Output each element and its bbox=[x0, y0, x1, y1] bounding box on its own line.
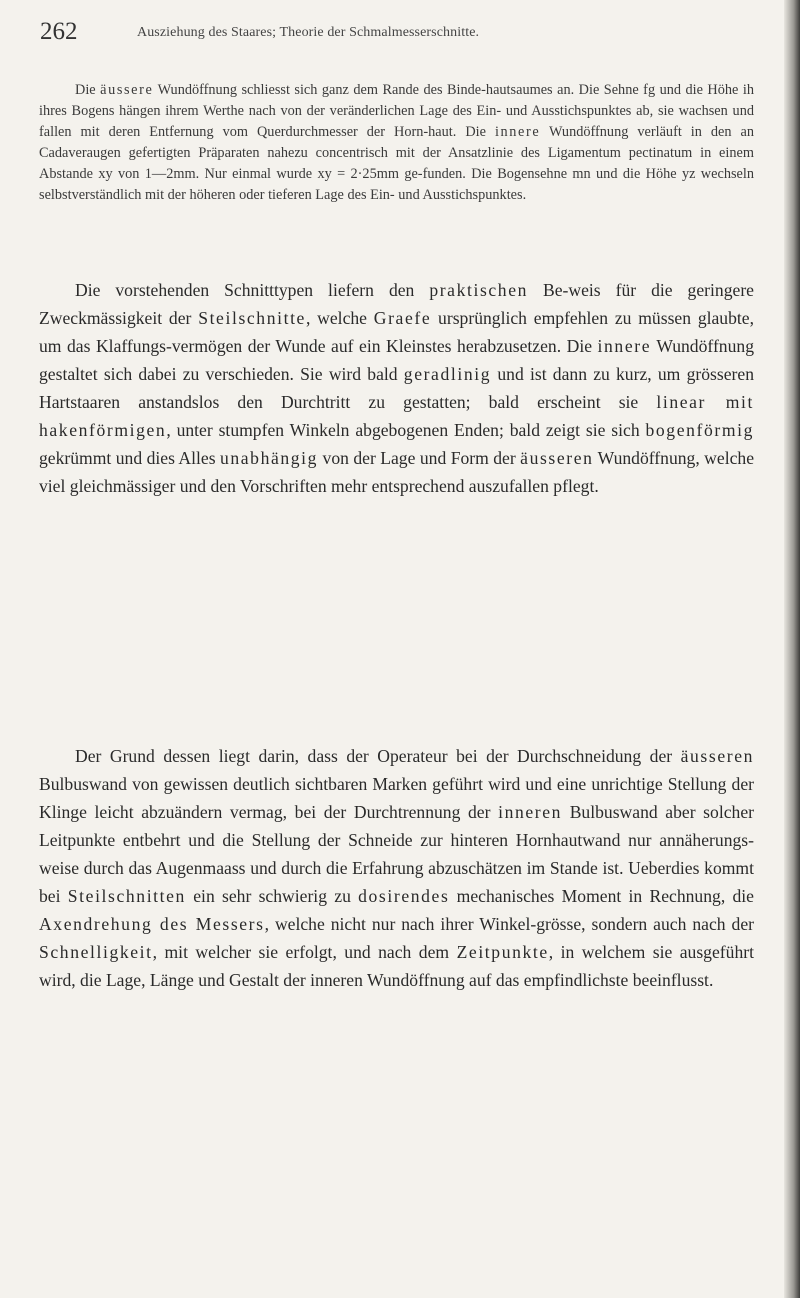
text-run: , unter stumpfen Winkeln abgebogenen Enden; bald zeigt sie sich bbox=[166, 420, 646, 440]
page-header bbox=[40, 18, 760, 52]
book-spine-edge bbox=[784, 0, 800, 1298]
paragraph-text bbox=[39, 742, 754, 994]
paragraph-text bbox=[39, 276, 754, 500]
text-run: Die vorstehenden Schnitttypen liefern den bbox=[75, 280, 430, 300]
text-run: Be-weis für die geringere Zweckmässigkeit der bbox=[39, 280, 754, 328]
emphasis: inneren bbox=[498, 802, 563, 822]
emphasis-name: Graefe bbox=[373, 308, 432, 328]
text-run: , mit welcher sie erfolgt, und nach dem bbox=[152, 942, 457, 962]
emphasis: Axendrehung des Messers bbox=[39, 914, 265, 934]
emphasis: äusseren bbox=[520, 448, 594, 468]
emphasis: praktischen bbox=[429, 280, 529, 300]
text-run: mechanisches Moment in Rechnung, die bbox=[449, 886, 754, 906]
paragraph-text bbox=[39, 80, 754, 205]
paragraph-reason bbox=[39, 742, 754, 994]
emphasis-innere: innere bbox=[494, 123, 541, 140]
emphasis: unabhängig bbox=[219, 448, 319, 468]
running-head: Ausziehung des Staares; Theorie der Schmalmesserschnitte. bbox=[137, 25, 480, 40]
text-run: ein sehr schwierig zu bbox=[185, 886, 359, 906]
emphasis: innere bbox=[597, 336, 652, 356]
emphasis: linear mit hakenförmigen bbox=[39, 392, 754, 440]
text-run: Wundöffnung verläuft in den an Cadaveraugen gefertigten Präparaten nahezu concentrisch mit der Ansatzlinie des Ligamentum pectinatum in einem Abstande xy von 1—2mm. Nur einmal wurde xy = 2·25mm ge-funden. Die Bogensehne mn und die Höhe yz wechseln selbstverständlich mit der höheren oder tieferen Lage des Ein- und Ausstichspunktes. bbox=[39, 123, 754, 203]
page-number: 262 bbox=[40, 18, 78, 45]
text-run: Bulbuswand von gewissen deutlich sichtbaren Marken geführt wird und eine unrichtige Stellung der Klinge leicht abzuändern vermag, bei der Durchtrennung der bbox=[39, 774, 754, 822]
text-run: ursprünglich empfehlen zu müssen glaubte, um das Klaffungs-vermögen der Wunde auf ein Kleinstes herabzusetzen. Die bbox=[39, 308, 754, 356]
text-run: Wundöffnung, welche viel gleichmässiger und den Vorschriften mehr entsprechend auszufallen pflegt. bbox=[39, 448, 755, 496]
paragraph-incision-types bbox=[39, 276, 754, 500]
text-run: gekrümmt und dies Alles bbox=[39, 448, 220, 468]
emphasis: Schnelligkeit bbox=[39, 942, 153, 962]
text-run: , welche bbox=[305, 308, 374, 328]
text-run: von der Lage und Form der bbox=[318, 448, 521, 468]
text-run: und ist dann zu kurz, um grösseren Hartstaaren anstandslos den Durchtritt zu gestatten; bald erscheint sie bbox=[39, 364, 754, 412]
emphasis: Steilschnitten bbox=[67, 886, 186, 906]
emphasis-aeussere: äussere bbox=[100, 82, 154, 98]
text-run: , in welchem sie ausgeführt wird, die Lage, Länge und Gestalt der inneren Wundöffnung auf das empfindlichste beeinflusst. bbox=[39, 942, 754, 990]
text-run: Bulbuswand aber solcher Leitpunkte entbehrt und die Stellung der Schneide zur hinteren Hornhautwand nur annäherungs-weise durch das Augenmaass und durch die Erfahrung abzuschätzen im Stande ist. Ueberdies kommt bei bbox=[39, 802, 754, 906]
text-run: Wundöffnung gestaltet sich dabei zu verschieden. Sie wird bald bbox=[39, 336, 754, 384]
text-run: , welche nicht nur nach ihrer Winkel-grösse, sondern auch nach der bbox=[264, 914, 754, 934]
emphasis: Steilschnitte bbox=[198, 308, 306, 328]
text-run: Wundöffnung schliesst sich ganz dem Rande des Binde-hautsaumes an. Die Sehne fg und die Höhe ih ihres Bogens hängen ihrem Werthe nach von der veränderlichen Lage des Ein- und Ausstichspunktes ab, sie wachsen und fallen mit deren Entfernung vom Querdurchmesser der Horn-haut. Die bbox=[39, 82, 754, 140]
emphasis: Zeitpunkte bbox=[456, 942, 549, 962]
emphasis: äusseren bbox=[680, 746, 754, 766]
emphasis: dosirendes bbox=[358, 886, 450, 906]
text-run: Die bbox=[75, 82, 101, 98]
paragraph-wound-openings bbox=[39, 80, 754, 205]
emphasis: bogenförmig bbox=[645, 420, 754, 440]
text-run: Der Grund dessen liegt darin, dass der Operateur bei der Durchschneidung der bbox=[75, 746, 681, 766]
emphasis: geradlinig bbox=[403, 364, 492, 384]
